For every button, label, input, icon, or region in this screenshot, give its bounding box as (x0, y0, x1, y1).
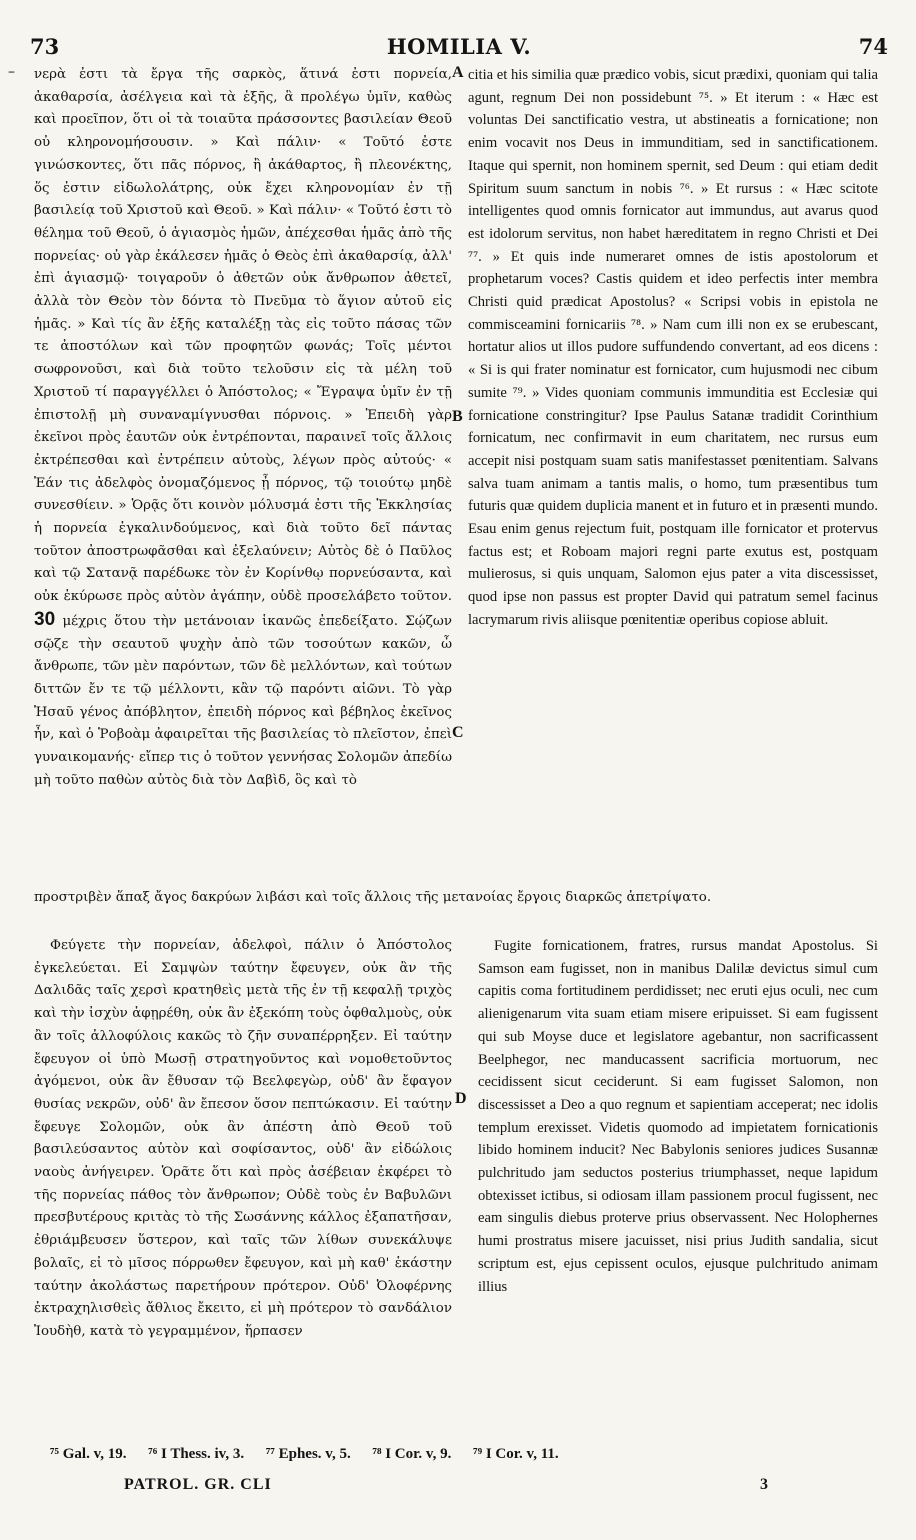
greek-bridge-text: προστριβὲν ἅπαξ ἄγος δακρύων λιβάσι καὶ τοῖς ἄλλοις τῆς μετανοίας ἔργοις διαρκῶς ἀπετρίψατο. (34, 890, 712, 905)
page-number-left: 73 (30, 34, 60, 59)
footnotes (50, 1446, 880, 1463)
greek-paragraph: Φεύγετε τὴν πορνείαν, ἀδελφοὶ, πάλιν ὁ Ἀπόστολος ἐγκελεύεται. Εἰ Σαμψὼν ταύτην ἔφευγεν, οὐκ ἂν τῆς Δαλιδᾶς ταῖς χερσὶ κρατηθεὶς μετὰ τῆς ἐν τῇ κεφαλῇ τριχὸς καὶ τὴν ἰσχὺν ἀφῃρέθη, οὐκ ἂν ἐξεκόπη τοὺς ὀφθαλμοὺς, οὐκ ἂν τοῖς ἀλλοφύλοις κακῶς τὸ ζῆν συναπέρρηξεν. Εἰ ταύτην ἔφευγον οἱ ὑπὸ Μωσῇ στρατηγοῦντος καὶ νομοθετοῦντος ἀγόμενοι, οὐκ ἂν ἔθυσαν τῷ Βεελφεγὼρ, οὐδ' ἂν ἔφαγον θυσίας νεκρῶν, οὐδ' ἂν ἔπεσον ὅσον πεπτώκασιν. Εἰ ταύτην ἔφευγε Σολομῶν, οὐκ ἂν ἀπέστη ἀπὸ Θεοῦ τοῦ βασιλεύσαντος αὐτὸν καὶ σοφίσαντος, οὐδ' ἂν εἰδώλοις ναοὺς ἀνήγειρεν. Ὁρᾶτε ὅτι καὶ πρὸς ἀσέβειαν ἐκφέρει τὸ τῆς πορνείας πάθος τὸν ἄνθρωπον; Οὐδὲ τοὺς ἐν Βαβυλῶνι πρεσβυτέρους κριτὰς τὸ τῆς Σωσάννης κάλλος ἐξαπατῆσαν, ἐθριάμβευσεν ὕστερον, καὶ ταῖς τῶν λίθων συνεκάλυψε βολαῖς, εἰ τὸ μῖσος πόρρωθεν ἔφευγον, καὶ μὴ καθ' ἑκάστην ταύτην ἀκολάστως παρετήρουν πρότερον. Οὐδ' Ὀλοφέρνης ἐκτραχηλισθεὶς ἄθλιος ἔκειτο, εἰ μὴ πρότερον τὸ σανδάλιον Ἰουδὴθ, κατὰ τὸ γεγραμμένον, ἥρπασεν (34, 938, 452, 1339)
footnote: ⁷⁷ Ephes. v, 5. (265, 1446, 351, 1462)
greek-bridge-line (34, 887, 878, 931)
latin-column-top (468, 64, 878, 886)
margin-dash: – (8, 64, 15, 80)
margin-letter-b: B (452, 408, 463, 425)
footnote: ⁷⁶ I Thess. iv, 3. (148, 1446, 245, 1462)
imprint: PATROL. GR. CLI (124, 1476, 272, 1493)
greek-paragraph (34, 64, 452, 793)
margin-letter-c: C (452, 724, 464, 741)
greek-column-top (34, 64, 452, 886)
footnote: ⁷⁸ I Cor. v, 9. (372, 1446, 452, 1462)
greek-column-bottom (34, 935, 452, 1435)
greek-text: νερὰ ἐστι τὰ ἔργα τῆς σαρκὸς, ἅτινά ἐστι πορνεία, ἀκαθαρσία, ἀσέλγεια καὶ τὰ ἑξῆς, ἃ προλέγω ὑμῖν, καθὼς καὶ προεῖπον, ὅτι οἱ τὰ τοιαῦτα πράσσοντες βασιλείαν Θεοῦ οὐ κληρονομήσουσιν. » Καὶ πάλιν· « Τοῦτό ἐστε γινώσκοντες, ὅτι πᾶς πόρνος, ἢ ἀκάθαρτος, ἢ πλεονέκτης, ὅς ἐστιν εἰδωλολάτρης, οὐκ ἔχει κληρονομίαν ἐν τῇ βασιλείᾳ τοῦ Χριστοῦ καὶ Θεοῦ. » Καὶ πάλιν· « Τοῦτό ἐστι τὸ θέλημα τοῦ Θεοῦ, ὁ ἁγιασμὸς ἡμῶν, ἀπέχεσθαι ἡμᾶς ἀπὸ τῆς πορνείας· οὐ γὰρ ἐκάλεσεν ἡμᾶς ὁ Θεὸς ἐπὶ ἀκαθαρσίᾳ, ἀλλ' ἐπὶ ἁγιασμῷ· τοιγαροῦν ὁ ἀθετῶν οὐκ ἄνθρωπον ἀθετεῖ, ἀλλὰ τὸν Θεὸν τὸν δόντα τὸ Πνεῦμα τὸ ἅγιον αὐτοῦ εἰς ἡμᾶς. » Καὶ τίς ἂν ἑξῆς καταλέξῃ τὰς εἰς τοῦτο πάσας τῶν τε ἀποστόλων καὶ τῶν προφητῶν φωνάς; Τοῖς μέντοι σωφρονοῦσι, καὶ διὰ τοῦτο τελοῦσιν εἰς τὰ μέλη τοῦ Χριστοῦ τί παραγγέλλει ὁ Ἀπόστολος; « Ἔγραψα ὑμῖν ἐν τῇ ἐπιστολῇ μὴ συναναμίγνυσθαι πόρνοις. » Ἐπειδὴ γὰρ ἐκεῖνοι πρὸς ἑαυτῶν οὐκ ἐντρέπονται, παραινεῖ τοῖς ἄλλοις ἐκτρέπεσθαι καὶ ἐντρέπειν αὐτοὺς, λέγων πρὸς αὐτούς· « Ἐάν τις ἀδελφὸς ὀνομαζόμενος ᾖ πόρνος, τῷ τοιούτῳ μηδὲ συνεσθίειν. » Ὁρᾷς ὅτι κοινὸν μόλυσμά ἐστι τῆς Ἐκκλησίας ἡ πορνεία ἐγκαλινδούμενος, καὶ διὰ τοῦτο δεῖ πάντας τοῦτον ἀποστρωφᾶσθαι καὶ ἐξελαύνειν; Αὐτὸς δὲ ὁ Παῦλος καὶ τῷ Σατανᾷ παρέδωκε τὸν ἐν Κορίνθῳ πορνεύσαντα, καὶ οὐκ ἐκύρωσε πρὸς αὐτὸν ἀγάπην, οὐδὲ προσελάβετο τοῦτον. (34, 67, 452, 605)
latin-paragraph: Fugite fornicationem, fratres, rursus mandat Apostolus. Si Samson eam fugisset, non in manibus Dalilæ devictus simul cum capitis coma fortitudinem perdidisset; nec eruti ejus oculi, nec cum alienigenarum vita suam etiam misere eripuisset. Si eam fugissent qui sub Moyse duce et legislatore agebantur, non sacrificassent Beelphegor, nec manducassent sacrificia mortuorum, nec cecidissent sicut ceciderunt. Si eam fugisset Salomon, non discessisset a Deo a quo regnum et sapientiam acceperat; nec idolis templum erexisset. Videtis quomodo ad impietatem fornicationis libido hominem inducit? Nec Babylonis seniores judices Susannæ pulchritudo jam seductos posterius triumphasset, neque lapidum obtexisset ictibus, si odiosam illam passionem procul fugissent, nec eam singulis diebus proterve prius observassent. Nec Holophernes humi prostratus misere jacuisset, nisi prius Judith sandalia, sicut scriptum est, ejus cepissent oculos, ejusque pulchritudo animam illius (478, 938, 878, 1295)
greek-text-continued: μέχρις ὅτου τὴν μετάνοιαν ἱκανῶς ἐπεδείξατο. Σῴζων σῷζε τὴν σεαυτοῦ ψυχὴν ἀπὸ τῶν τοσούτων κακῶν, ὦ ἄνθρωπε, τῶν μὲν παρόντων, τῶν δὲ μελλόντων, καὶ τούτων διττῶν ἔν τε τῷ μέλλοντι, κἂν τῷ παρόντι αἰῶνι. Τὸ γὰρ Ἠσαῦ γένος ἀπόβλητον, ἐπειδὴ πόρνος καὶ βέβηλος ἐκεῖνος ἦν, καὶ ὁ Ῥοβοὰμ ἀφαιρεῖται τῆς βασιλείας τὸ πλεῖστον, ἐπεὶ γυναικομανής· εἴπερ τις ὁ τοῦτον γεννήσας Σολομῶν ἀπεδίω μὴ τοῦτο παθὼν αὐτὸς διὰ τὸν Δαβὶδ, ὃς καὶ τὸ (34, 613, 452, 788)
latin-column-bottom (478, 935, 878, 1435)
column-number: 30 (34, 608, 56, 630)
page-title: HOMILIA V. (386, 34, 532, 59)
footnote: ⁷⁹ I Cor. v, 11. (473, 1446, 559, 1462)
latin-paragraph: citia et his similia quæ prædico vobis, sicut prædixi, quoniam qui talia agunt, regnum Dei non possidebunt ⁷⁵. » Et iterum : « Hæc est voluntas Dei sanctificatio vestra, ut abstineatis a fornicatione; non enim vocavit nos Deus in immunditiam, sed in sanctificationem. Itaque qui spernit, non hominem spernit, sed Deum : qui etiam dedit Spiritum suum sanctum in nobis ⁷⁶. » Et rursus : « Hæc scitote intelligentes quod omnis fornicator aut immundus, aut avarus quod est idolorum servitus, non habet hæreditatem in regno Christi et Dei ⁷⁷. » Et quis inde numeraret omnes de istis apostolorum et prophetarum voces? Castis quidem et ideo perfectis inter membra Christi quid prædicat Apostolus? « Scripsi vobis in epistola ne commisceamini fornicariis ⁷⁸. » Nam cum illi non ex se erubescant, hortatur alios ut illos pudore suffundendo convertant, ad eos dicens : « Si is qui frater nominatur est fornicator, cum hujusmodi nec cibum sumite ⁷⁹. » Vides quoniam communis immunditia est Ecclesiæ qui fornicatione constringitur? Ipse Paulus Satanæ tradidit Corinthium fornicatum, nec confirmavit in eum charitatem, nec rursus eum accepit nisi postquam suam satis manifestasset pœnitentiam. Salvans salva tuam animam a tantis malis, o homo, tum præsentibus tum futuris quæ quidem duplicia manent et in futuro et in præsenti mundo. Esau enim genus rejectum fuit, postquam ille fornicator et protervus factus est; et Roboam majori regni parte exutus est, postquam mulierosus, si quis unquam, Salomon ejus pater a vita discessisset, quod ipse non passus est propter David qui patratum semel facinus lacrymarum rivis aliisque pœnitentiæ operibus copiose abluit. (468, 67, 878, 628)
signature-mark: 3 (760, 1476, 768, 1493)
page-number-right: 74 (858, 34, 888, 59)
margin-letter-d: D (455, 1090, 467, 1107)
running-head (30, 34, 888, 58)
footnote: ⁷⁵ Gal. v, 19. (50, 1446, 127, 1462)
margin-letter-a: A (452, 64, 464, 81)
